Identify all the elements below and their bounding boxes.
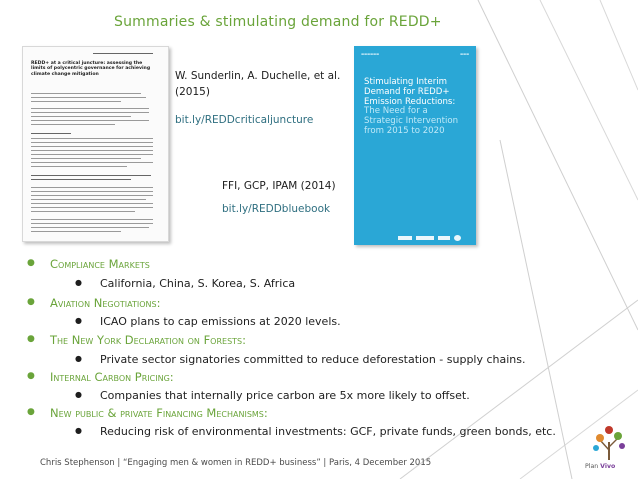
cover-logo-icon xyxy=(416,236,434,240)
paper-text-line xyxy=(31,187,153,188)
paper-text-line xyxy=(31,231,121,232)
paper-text-line xyxy=(31,112,149,113)
footer-text: Chris Stephenson | “Engaging men & women in REDD+ business” | Paris, 4 December 2015 xyxy=(40,458,432,468)
bullet-icon: ● xyxy=(75,390,82,399)
paper-text-line xyxy=(31,97,146,98)
paper-text-line xyxy=(31,116,131,117)
cover-heading-main: Stimulating Interim Demand for REDD+ Emission Reductions: xyxy=(364,77,456,107)
bullet-detail-text: Reducing risk of environmental investments: GCF, private funds, green bonds, etc. xyxy=(100,425,556,438)
bullet-icon: ● xyxy=(27,297,35,307)
reference-1-link[interactable]: bit.ly/REDDcriticaljuncture xyxy=(175,114,314,126)
cover-date-text: ▬▬▬ xyxy=(459,52,469,56)
cover-logo-icon xyxy=(398,236,412,240)
cover-heading-sub: The Need for a Strategic Intervention from 2015 to 2020 xyxy=(364,106,459,136)
bullet-detail-text: Private sector signatories committed to reduce deforestation - supply chains. xyxy=(100,353,526,366)
plan-word: Plan xyxy=(585,463,599,470)
cover-logo-icon xyxy=(438,236,450,240)
bullet-icon: ● xyxy=(27,407,35,417)
report-cover-thumbnail[interactable] xyxy=(354,46,476,245)
bullet-icon: ● xyxy=(75,278,82,287)
vivo-word: Vivo xyxy=(600,463,616,470)
paper-text-line xyxy=(31,138,153,139)
paper-text-line xyxy=(31,154,153,155)
cover-header-text: ▬▬▬▬▬▬ xyxy=(361,52,380,56)
paper-title: REDD+ at a critical juncture: assessing the limits of polycentric governance for achieving climate change mitigation xyxy=(31,61,151,77)
paper-text-line xyxy=(31,101,121,102)
cover-heading xyxy=(364,78,468,137)
paper-text-line xyxy=(31,199,146,200)
bullet-icon: ● xyxy=(75,354,82,363)
paper-text-line xyxy=(31,162,153,163)
paper-text-line xyxy=(31,166,127,167)
bullet-detail-text: ICAO plans to cap emissions at 2020 levels. xyxy=(100,315,341,328)
paper-text-line xyxy=(31,191,153,192)
cover-logo-icon xyxy=(454,235,461,241)
bullet-heading-text: Internal Carbon Pricing: xyxy=(50,370,174,384)
slide-title: Summaries & stimulating demand for REDD+ xyxy=(114,14,442,30)
paper-header-line xyxy=(93,53,153,54)
paper-text-line xyxy=(31,146,153,147)
bullet-heading-text: Aviation Negotiations: xyxy=(50,296,161,310)
paper-text-line xyxy=(31,207,153,208)
reference-1-authors: W. Sunderlin, A. Duchelle, et al. (2015) xyxy=(175,70,341,98)
paper-text-line xyxy=(31,203,153,204)
bullet-heading-text: Compliance Markets xyxy=(50,257,150,271)
bullet-icon: ● xyxy=(27,371,35,381)
bullet-detail-text: California, China, S. Korea, S. Africa xyxy=(100,277,296,290)
paper-text-line xyxy=(31,219,153,220)
paper-text-line xyxy=(31,150,153,151)
paper-section-heading xyxy=(31,133,71,134)
paper-text-line xyxy=(31,120,149,121)
paper-text-line xyxy=(31,124,115,125)
plan-vivo-wordmark xyxy=(585,463,615,470)
paper-section-heading xyxy=(31,179,131,180)
paper-text-line xyxy=(31,158,141,159)
bullet-detail-text: Companies that internally price carbon are 5x more likely to offset. xyxy=(100,389,470,402)
reference-2-authors: FFI, GCP, IPAM (2014) xyxy=(222,180,336,192)
paper-text-line xyxy=(31,108,149,109)
bullet-icon: ● xyxy=(75,316,82,325)
reference-2-link[interactable]: bit.ly/REDDbluebook xyxy=(222,203,331,215)
paper-text-line xyxy=(31,142,153,143)
paper-text-line xyxy=(31,223,153,224)
bullet-icon: ● xyxy=(27,258,35,268)
bullet-icon: ● xyxy=(75,426,82,435)
paper-text-line xyxy=(31,195,153,196)
bullet-heading-text: New public & private Financing Mechanisms: xyxy=(50,406,268,420)
paper-text-line xyxy=(31,93,141,94)
paper-text-line xyxy=(31,211,135,212)
bullet-heading-text: The New York Declaration on Forests: xyxy=(50,333,247,347)
paper-text-line xyxy=(31,227,149,228)
bullet-icon: ● xyxy=(27,334,35,344)
paper-section-heading xyxy=(31,175,151,176)
paper-thumbnail[interactable] xyxy=(22,46,169,242)
